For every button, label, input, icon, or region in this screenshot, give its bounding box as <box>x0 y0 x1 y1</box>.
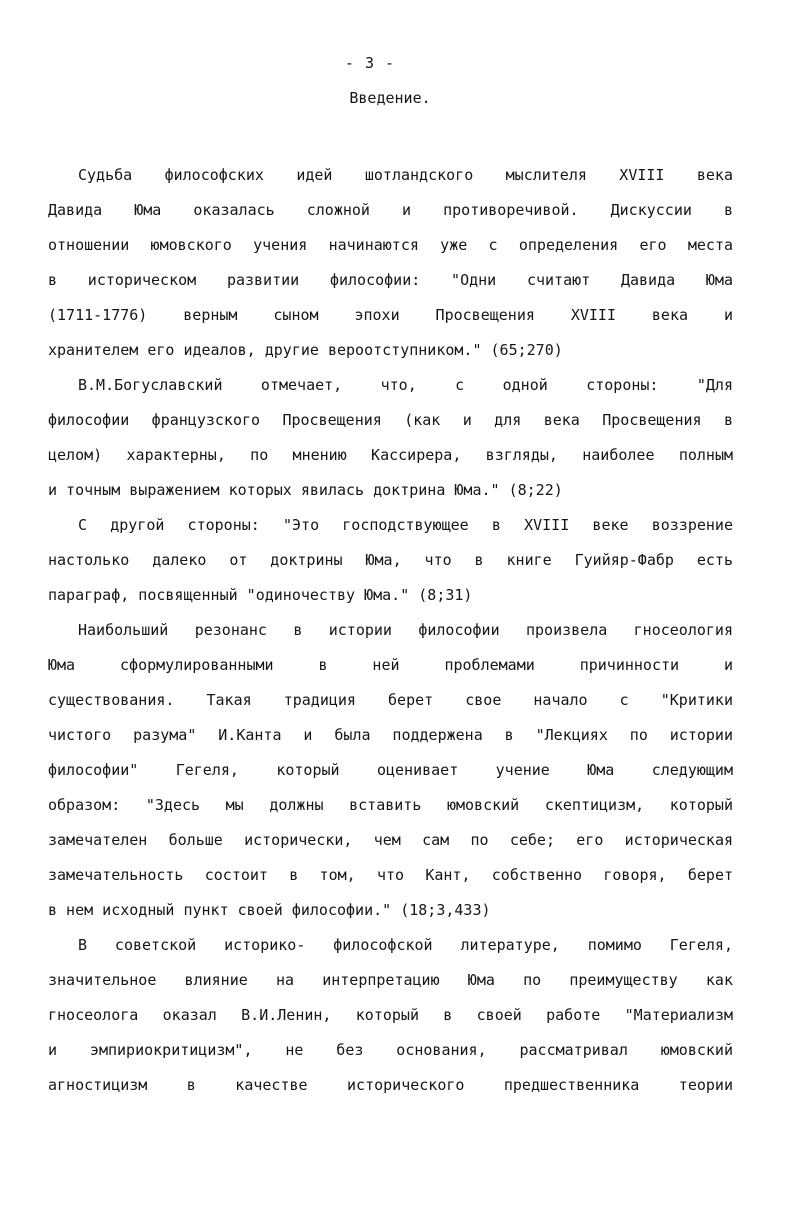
text-line: замечателен больше исторически, чем сам по себе; его историческая <box>48 831 733 849</box>
text-line: настолько далеко от доктрины Юма, что в книге Гуийяр-Фабр есть <box>48 551 733 569</box>
text-line: существования. Такая традиция берет свое начало с "Критики <box>48 691 733 709</box>
text-line: (1711-1776) верным сыном эпохи Просвещения XVIII века и <box>48 306 733 324</box>
text-line: Давида Юма оказалась сложной и противоречивой. Дискуссии в <box>48 201 733 219</box>
paragraph <box>48 928 733 1103</box>
text-line: гносеолога оказал В.И.Ленин, который в своей работе "Материализм <box>48 1006 733 1024</box>
page-number: - 3 - <box>344 54 396 72</box>
text-line: параграф, посвященный "одиночеству Юма." (8;31) <box>48 586 473 604</box>
text-line: в нем исходный пункт своей философии." (18;3,433) <box>48 901 491 919</box>
text-line: Юма сформулированными в ней проблемами причинности и <box>48 656 733 674</box>
body-text <box>48 158 733 1103</box>
paragraph <box>48 368 733 508</box>
text-line: Судьба философских идей шотландского мыслителя XVIII века <box>78 166 733 184</box>
text-line: С другой стороны: "Это господствующее в XVIII веке воззрение <box>78 516 733 534</box>
text-line: хранителем его идеалов, другие вероотступником." (65;270) <box>48 341 563 359</box>
text-line: значительное влияние на интерпретацию Юма по преимуществу как <box>48 971 733 989</box>
text-line: отношении юмовского учения начинаются уже с определения его места <box>48 236 733 254</box>
text-line: и эмпириокритицизм", не без основания, рассматривал юмовский <box>48 1041 733 1059</box>
text-line: замечательность состоит в том, что Кант, собственно говоря, берет <box>48 866 733 884</box>
paragraph <box>48 613 733 928</box>
text-line: В.М.Богуславский отмечает, что, с одной стороны: "Для <box>78 376 733 394</box>
text-line: философии" Гегеля, который оценивает учение Юма следующим <box>48 761 733 779</box>
text-line: В советской историко- философской литературе, помимо Гегеля, <box>78 936 733 954</box>
text-line: образом: "Здесь мы должны вставить юмовский скептицизм, который <box>48 796 733 814</box>
text-line: Наибольший резонанс в истории философии произвела гносеология <box>78 621 733 639</box>
text-line: чистого разума" И.Канта и была поддержена в "Лекциях по истории <box>48 726 733 744</box>
text-line: философии французского Просвещения (как и для века Просвещения в <box>48 411 733 429</box>
text-line: в историческом развитии философии: "Одни считают Давида Юма <box>48 271 733 289</box>
text-line: и точным выражением которых явилась доктрина Юма." (8;22) <box>48 481 563 499</box>
paragraph <box>48 508 733 613</box>
text-line: агностицизм в качестве исторического предшественника теории <box>48 1076 733 1094</box>
page-heading: Введение. <box>349 89 431 107</box>
paragraph <box>48 158 733 368</box>
text-line: целом) характерны, по мнению Кассирера, взгляды, наиболее полным <box>48 446 733 464</box>
